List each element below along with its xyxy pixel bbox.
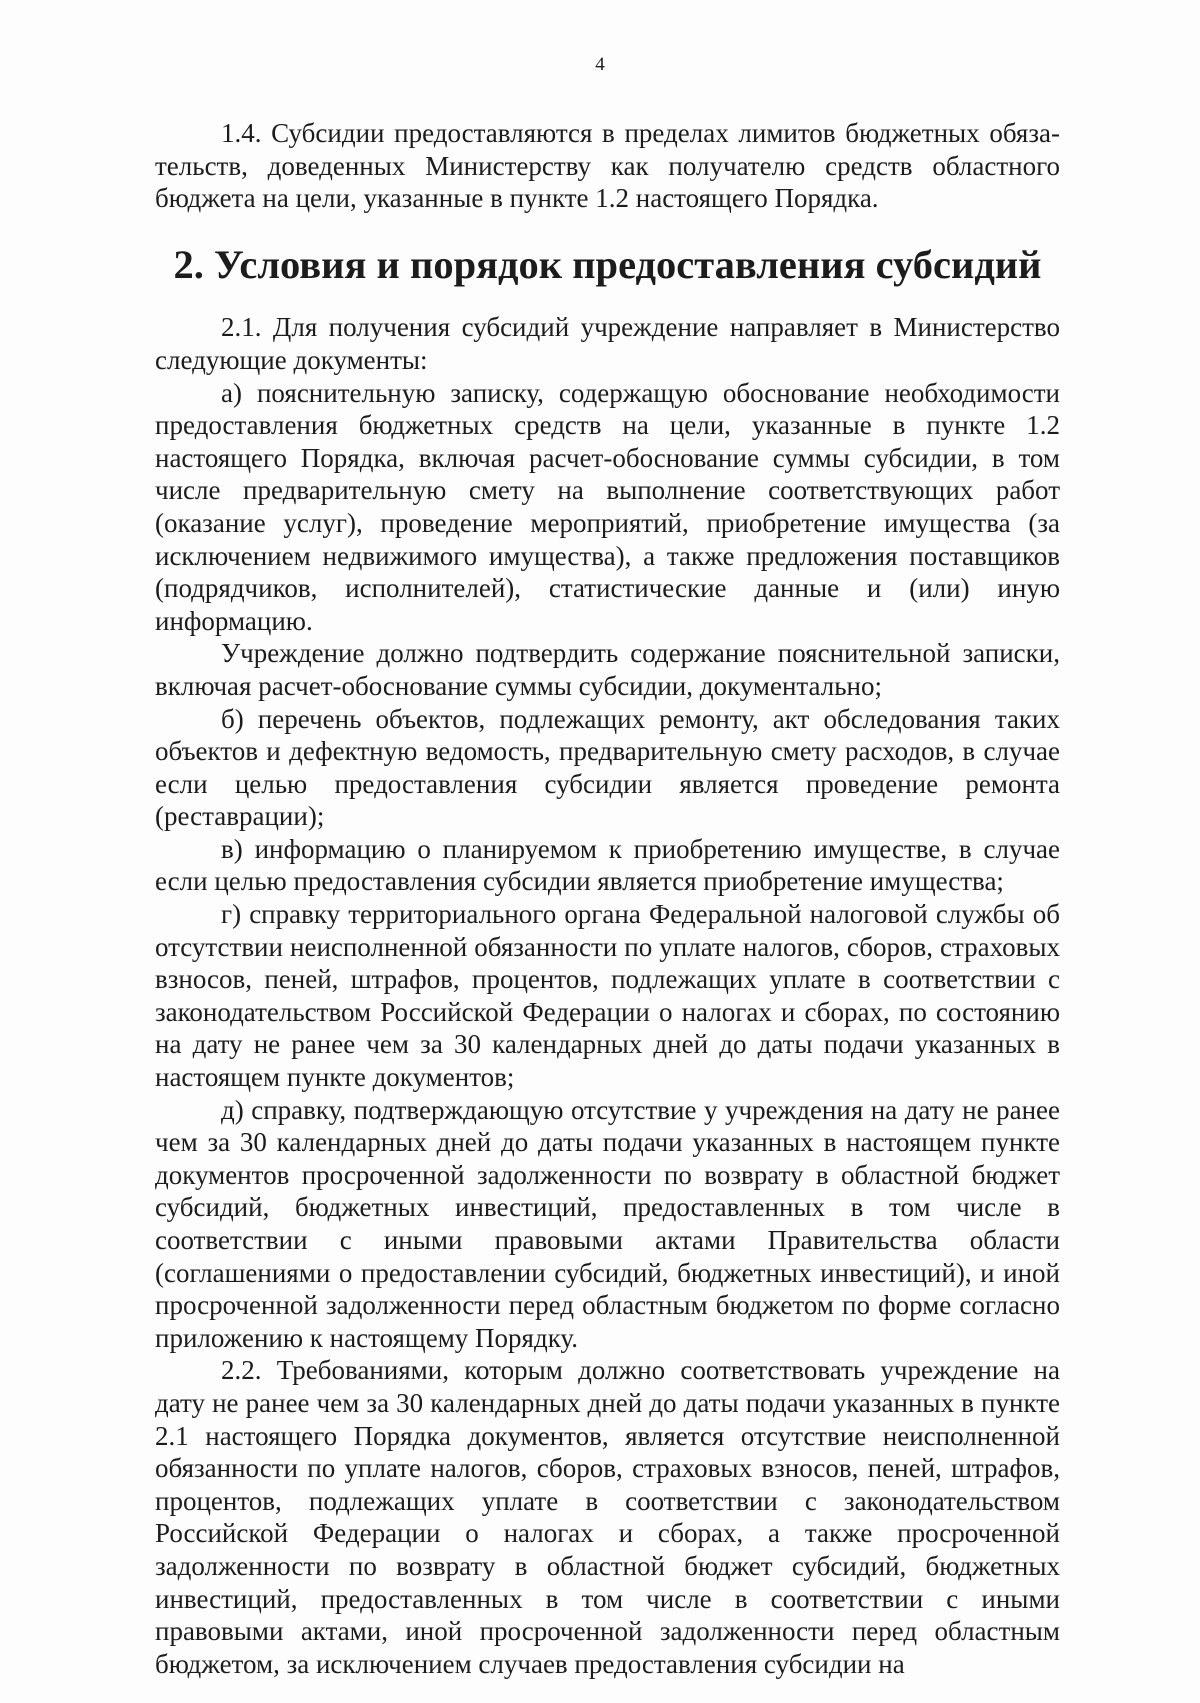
page-number: 4 — [595, 54, 605, 75]
paragraph-2-1-g: г) справку территориального органа Федеральной налоговой службы об отсутствии неисполненной обязанности по уплате налогов, сборов, страховых взносов, пеней, штрафов, процентов, подлежащих уплате в соответствии с законодательством Российской Федерации о налогах и сборах, по состоянию на дату не ранее чем за 30 календарных дней до даты подачи указанных в настоящем пункте документов; — [155, 899, 1060, 1093]
document-body — [155, 117, 1060, 1680]
paragraph-1-4: 1.4. Субсидии предоставляются в пределах лимитов бюджетных обязательств, доведенных Министерству как получателю средств областного бюджета на цели, указанные в пункте 1.2 настоящего Порядка. — [155, 118, 1060, 214]
paragraph-2-1: 2.1. Для получения субсидий учреждение направляет в Министерство следующие документы: — [155, 312, 1060, 375]
paragraph-2-1-d: д) справку, подтверждающую отсутствие у учреждения на дату не ранее чем за 30 календарных дней до даты подачи указанных в настоящем пункте документов просроченной задолженности по возврату в областной бюджет субсидий, бюджетных инвестиций, предоставленных в том числе в соответствии с иными правовыми актами Правительства области (соглашениями о предоставлении субсидий, бюджетных инвестиций), и иной просроченной задолженности перед областным бюджетом по форме согласно приложению к настоящему Порядку. — [155, 1094, 1060, 1353]
paragraph-2-1-b: б) перечень объектов, подлежащих ремонту, акт обследования таких объектов и дефектную ведомость, предварительную смету расходов, в случае если целью предоставления субсидии является проведение ремонта (реставрации); — [155, 703, 1060, 832]
paragraph-2-1-a: а) пояснительную записку, содержащую обоснование необходимости предоставления бюджетных средств на цели, указанные в пункте 1.2 настоящего Порядка, включая расчет-обоснование суммы субсидии, в том числе предварительную смету на выполнение соответствующих работ (оказание услуг), проведение мероприятий, приобретение имущества (за исключением недвижимого имущества), а также предложения поставщиков (подрядчиков, исполнителей), статистические данные и (или) иную информацию. — [155, 377, 1060, 636]
paragraph-2-1-a-confirmation: Учреждение должно подтвердить содержание пояснительной записки, включая расчет-обоснование суммы субсидии, документально; — [155, 638, 1060, 701]
paragraph-2-2: 2.2. Требованиями, которым должно соответствовать учреждение на дату не ранее чем за 30 календарных дней до даты подачи указанных в пункте 2.1 настоящего Порядка документов, является отсутствие неисполненной обязанности по уплате налогов, сборов, страховых взносов, пеней, штрафов, процентов, подлежащих уплате в соответствии с законодательством Российской Федерации о налогах и сборах, а также просроченной задолженности по возврату в областной бюджет субсидий, бюджетных инвестиций, предоставленных в том числе в соответствии с иными правовыми актами, иной просроченной задолженности перед областным бюджетом, за исключением случаев предоставления субсидии на — [155, 1355, 1060, 1679]
paragraph-2-1-v: в) информацию о планируемом к приобретению имуществе, в случае если целью предоставления субсидии является приобретение имущества; — [155, 833, 1060, 897]
section-heading: 2. Условия и порядок предоставления субсидий — [173, 241, 1042, 287]
